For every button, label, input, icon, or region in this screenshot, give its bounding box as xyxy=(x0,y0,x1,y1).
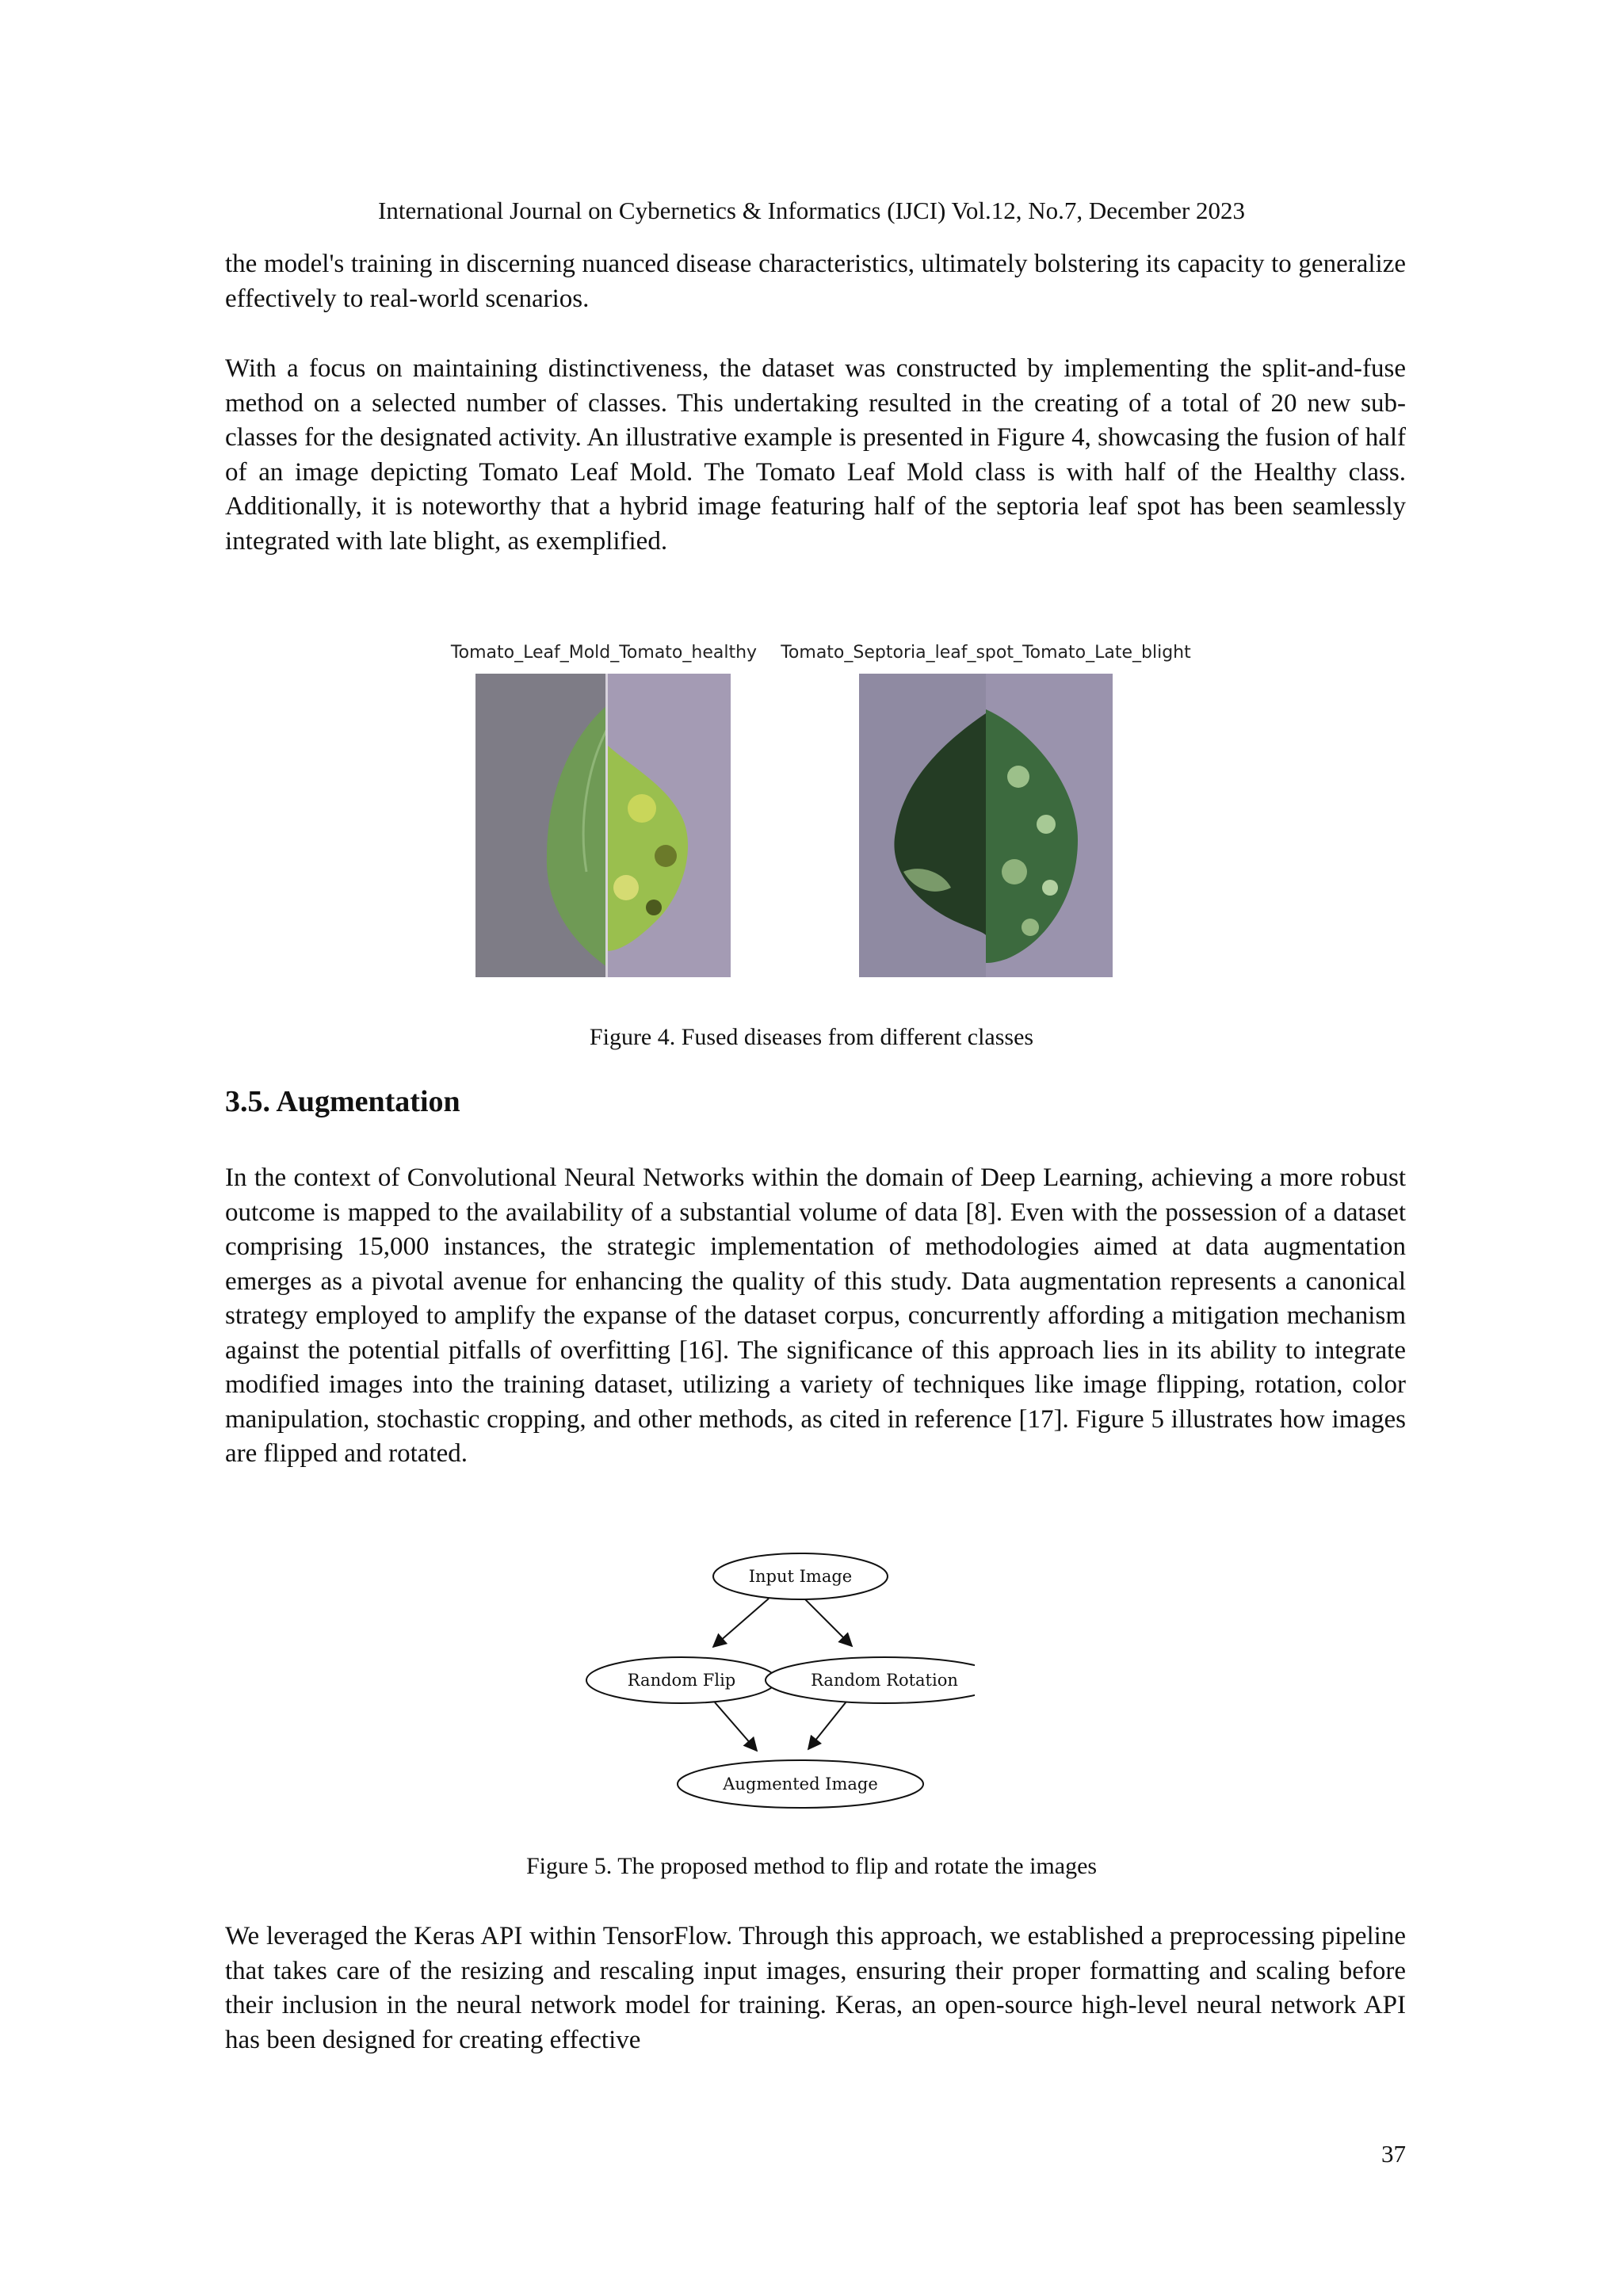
edge-flip-to-output xyxy=(715,1702,757,1751)
node-input-label: Input Image xyxy=(748,1567,853,1586)
paragraph-1: the model's training in discerning nuanced disease characteristics, ultimately bolstering its capacity to generalize effectively to real-world scenarios. xyxy=(225,250,1406,313)
node-rotation-label: Random Rotation xyxy=(811,1671,958,1690)
node-random-rotation xyxy=(766,1657,975,1703)
paragraph-3: In the context of Convolutional Neural Networks within the domain of Deep Learning, achieving a more robust outcome is mapped to the availability of a substantial volume of data [8]. Even with the possession of a dataset comprising 15,000 instances, the strategic implementation of methodologies aimed at data augmentation emerges as a pivotal avenue for enhancing the quality of this study. Data augmentation represents a canonical strategy employed to amplify the expanse of the dataset corpus, concurrently affording a mitigation mechanism against the potential pitfalls of overfitting [16]. The significance of this approach lies in its ability to integrate modified images into the training dataset, utilizing a variety of techniques like image flipping, rotation, color manipulation, stochastic cropping, and other methods, as cited in reference [17]. Figure 5 illustrates how images are flipped and rotated. xyxy=(225,1163,1406,1468)
figure-5-diagram xyxy=(579,1541,975,1811)
leaf-mold-healthy-image xyxy=(475,674,731,977)
edge-input-to-rotation xyxy=(804,1599,852,1646)
node-random-flip xyxy=(586,1657,777,1703)
septoria-late-blight-image xyxy=(859,674,1113,977)
figure-5-caption: Figure 5. The proposed method to flip and rotate the images xyxy=(525,1853,1098,1879)
figure-4-right-title: Tomato_Septoria_leaf_spot_Tomato_Late_blight xyxy=(781,643,1191,663)
node-flip-label: Random Flip xyxy=(627,1671,736,1690)
paragraph-4: We leveraged the Keras API within TensorFlow. Through this approach, we established a preprocessing pipeline that takes care of the resizing and rescaling input images, ensuring their proper formatting and scaling before their inclusion in the neural network model for training. Keras, an open-source high-level neural network API has been designed for creating effective xyxy=(225,1922,1406,2054)
figure-4-caption: Figure 4. Fused diseases from different classes xyxy=(589,1024,1034,1050)
figure-4 xyxy=(428,634,1205,983)
edge-input-to-flip xyxy=(713,1599,769,1647)
section-heading: 3.5. Augmentation xyxy=(225,1085,460,1118)
node-augmented-image xyxy=(678,1760,923,1808)
running-header: International Journal on Cybernetics & Informatics (IJCI) Vol.12, No.7, December 2023 xyxy=(378,197,1245,224)
node-input-image xyxy=(713,1553,888,1599)
node-output-label: Augmented Image xyxy=(723,1775,878,1794)
figure-4-left-title: Tomato_Leaf_Mold_Tomato_healthy xyxy=(450,643,758,663)
paragraph-2: With a focus on maintaining distinctiveness, the dataset was constructed by implementing the split-and-fuse method on a selected number of classes. This undertaking resulted in the creating of a total of 20 new sub-classes for the designated activity. An illustrative example is presented in Figure 4, showcasing the fusion of half of an image depicting Tomato Leaf Mold. The Tomato Leaf Mold class is with half of the Healthy class. Additionally, it is noteworthy that a hybrid image featuring half of the septoria leaf spot has been seamlessly integrated with late blight, as exemplified. xyxy=(225,354,1406,556)
page-number: 37 xyxy=(1381,2140,1406,2168)
edge-rotation-to-output xyxy=(808,1702,846,1749)
